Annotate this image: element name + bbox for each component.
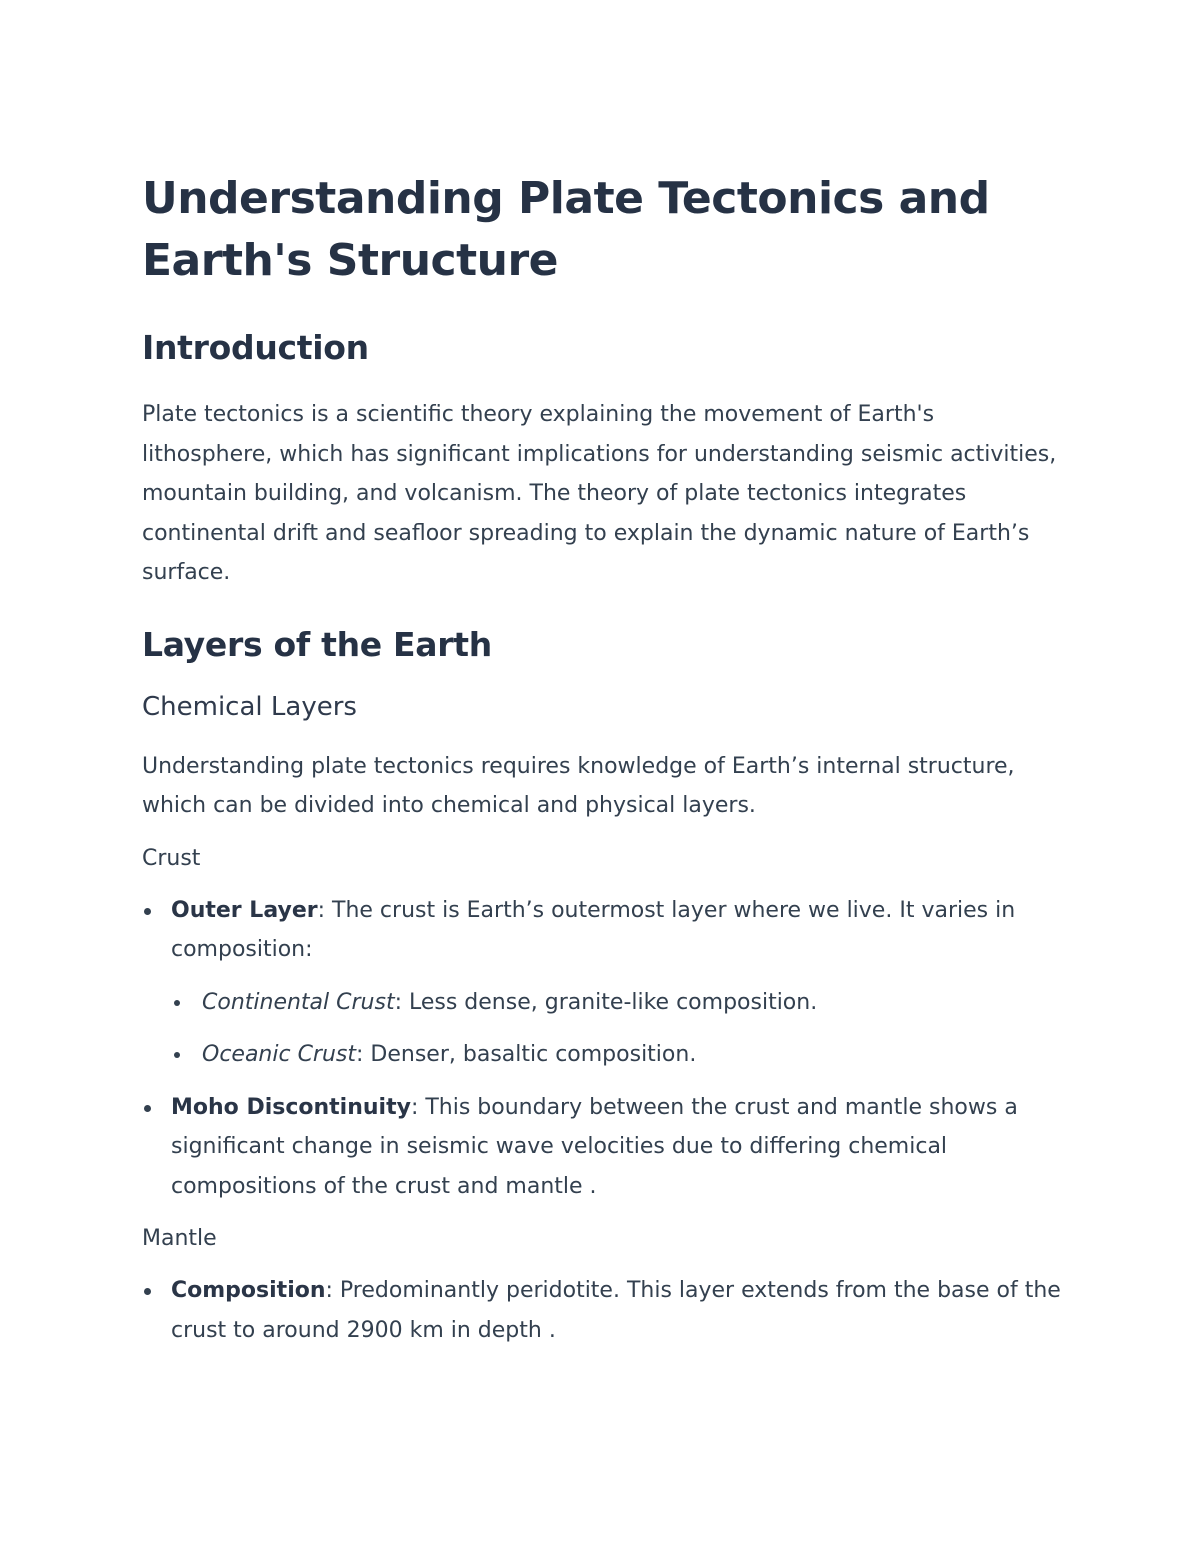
list-item-oceanic-crust — [171, 1035, 1062, 1075]
list-item-outer-layer — [142, 891, 1062, 1075]
list-item-composition — [142, 1271, 1062, 1350]
crust-types-list — [171, 983, 1062, 1075]
layers-heading: Layers of the Earth — [142, 624, 492, 664]
oceanic-crust-text: : Denser, basaltic composition. — [356, 1042, 697, 1067]
composition-text: : Predominantly peridotite. This layer extends from the base of the crust to around 2900 km in depth . — [171, 1278, 1061, 1343]
composition-term: Composition — [171, 1278, 326, 1303]
chemical-layers-heading: Chemical Layers — [142, 691, 357, 722]
list-item-moho-discontinuity — [142, 1088, 1062, 1207]
document-title: Understanding Plate Tectonics and Earth's Structure — [142, 173, 990, 286]
outer-layer-text: : The crust is Earth’s outermost layer where we live. It varies in composition: — [171, 897, 1016, 962]
crust-list — [142, 891, 1062, 1207]
continental-crust-term: Continental Crust — [202, 989, 395, 1015]
mantle-list — [142, 1271, 1062, 1350]
list-item-continental-crust — [171, 983, 1062, 1023]
introduction-paragraph: Plate tectonics is a scientific theory explaining the movement of Earth's lithosphere, which has significant implications for understanding seismic activities, mountain building, and volcanism. The theory of plate tectonics integrates continental drift and seafloor spreading to explain the dynamic nature of Earth’s surface. — [142, 402, 1057, 585]
crust-heading: Crust — [142, 845, 201, 871]
introduction-heading: Introduction — [142, 328, 369, 367]
chemical-layers-paragraph: Understanding plate tectonics requires knowledge of Earth’s internal structure, which can be divided into chemical and physical layers. — [142, 753, 1015, 818]
continental-crust-text: : Less dense, granite-like composition. — [394, 989, 818, 1015]
outer-layer-term: Outer Layer — [171, 897, 318, 923]
mantle-heading: Mantle — [142, 1226, 217, 1251]
moho-term: Moho Discontinuity — [171, 1094, 411, 1120]
oceanic-crust-term: Oceanic Crust — [202, 1042, 357, 1067]
document-page — [142, 168, 1062, 1363]
moho-text: : This boundary between the crust and mantle shows a significant change in seismic wave velocities due to differing chemical compositions of the crust and mantle . — [171, 1094, 1018, 1199]
